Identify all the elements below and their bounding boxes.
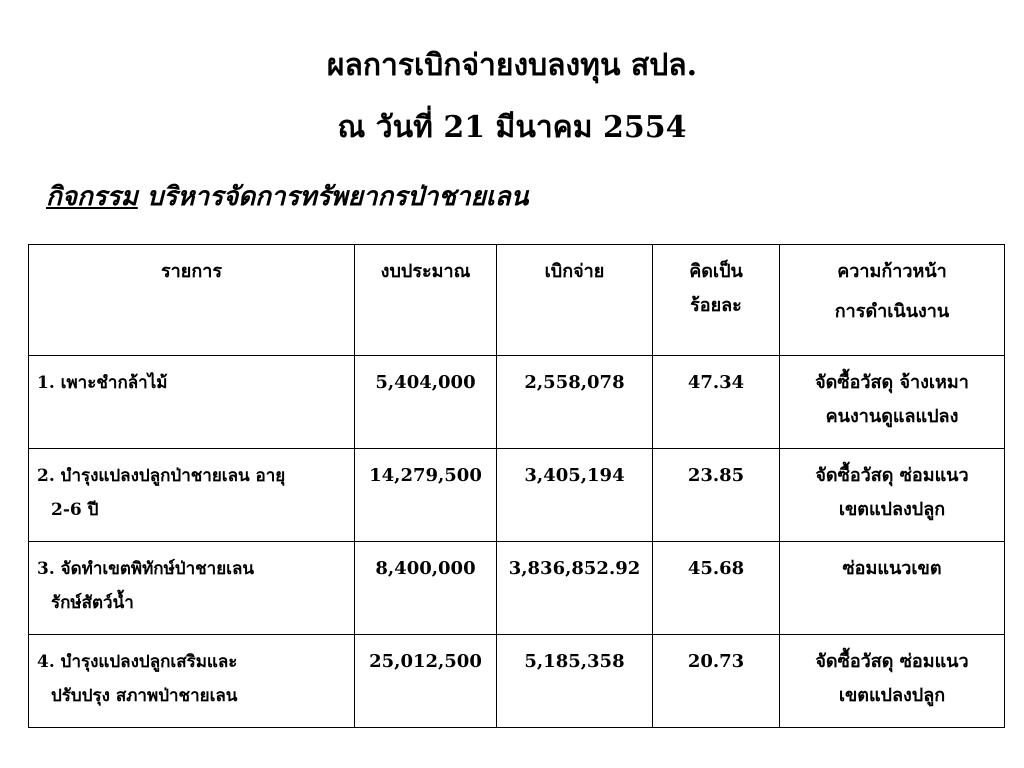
activity-heading [46,176,528,217]
row-progress-line2: คนงานดูแลแปลง [825,406,959,427]
row-percent: 20.73 [653,635,780,728]
header-percent-line2: ร้อยละ [690,295,742,316]
table-row [29,356,1005,449]
table-row [29,449,1005,542]
row-progress-line2: เขตแปลงปลูก [838,685,946,706]
row-progress [780,449,1005,542]
row-budget: 14,279,500 [355,449,497,542]
row-progress-line1: จัดซื้อวัสดุ จ้างเหมา [815,372,969,393]
row-item-line2: รักษ์สัตว์น้ำ [51,593,134,613]
header-progress [780,245,1005,356]
header-disbursed: เบิกจ่าย [497,245,653,356]
row-item [29,356,355,449]
row-progress [780,635,1005,728]
header-percent [653,245,780,356]
row-item-line1: 3. จัดทำเขตพิทักษ์ป่าชายเลน [37,559,255,579]
row-item-line1: 1. เพาะชำกล้าไม้ [37,373,168,393]
row-progress-line1: จัดซื้อวัสดุ ซ่อมแนว [815,651,969,672]
row-disbursed: 5,185,358 [497,635,653,728]
row-budget: 25,012,500 [355,635,497,728]
row-budget: 8,400,000 [355,542,497,635]
row-item-line1: 2. บำรุงแปลงปลูกป่าชายเลน อายุ [37,466,286,486]
row-disbursed: 3,836,852.92 [497,542,653,635]
row-percent: 47.34 [653,356,780,449]
row-disbursed: 2,558,078 [497,356,653,449]
header-row [29,245,1005,356]
title-line-1: ผลการเบิกจ่ายงบลงทุน สปล. [326,48,698,83]
table-row [29,635,1005,728]
title-line-2: ณ วันที่ 21 มีนาคม 2554 [337,110,687,145]
row-item [29,449,355,542]
header-item: รายการ [29,245,355,356]
table-row [29,542,1005,635]
header-progress-line1: ความก้าวหน้า [837,261,947,282]
row-item [29,635,355,728]
header-progress-line2: การดำเนินงาน [834,301,950,322]
row-progress [780,542,1005,635]
activity-label: กิจกรรม [46,182,138,212]
row-percent: 23.85 [653,449,780,542]
row-progress-line1: ซ่อมแนวเขต [842,558,942,579]
row-progress [780,356,1005,449]
budget-table [28,244,1005,728]
row-item-line2: ปรับปรุง สภาพป่าชายเลน [51,686,238,706]
row-disbursed: 3,405,194 [497,449,653,542]
row-progress-line2: เขตแปลงปลูก [838,499,946,520]
row-item-line2: 2-6 ปี [51,500,99,520]
row-item [29,542,355,635]
row-item-line1: 4. บำรุงแปลงปลูกเสริมและ [37,652,238,672]
activity-name: บริหารจัดการทรัพยากรป่าชายเลน [146,182,529,212]
header-budget: งบประมาณ [355,245,497,356]
row-budget: 5,404,000 [355,356,497,449]
row-progress-line1: จัดซื้อวัสดุ ซ่อมแนว [815,465,969,486]
row-percent: 45.68 [653,542,780,635]
header-percent-line1: คิดเป็น [689,261,743,282]
